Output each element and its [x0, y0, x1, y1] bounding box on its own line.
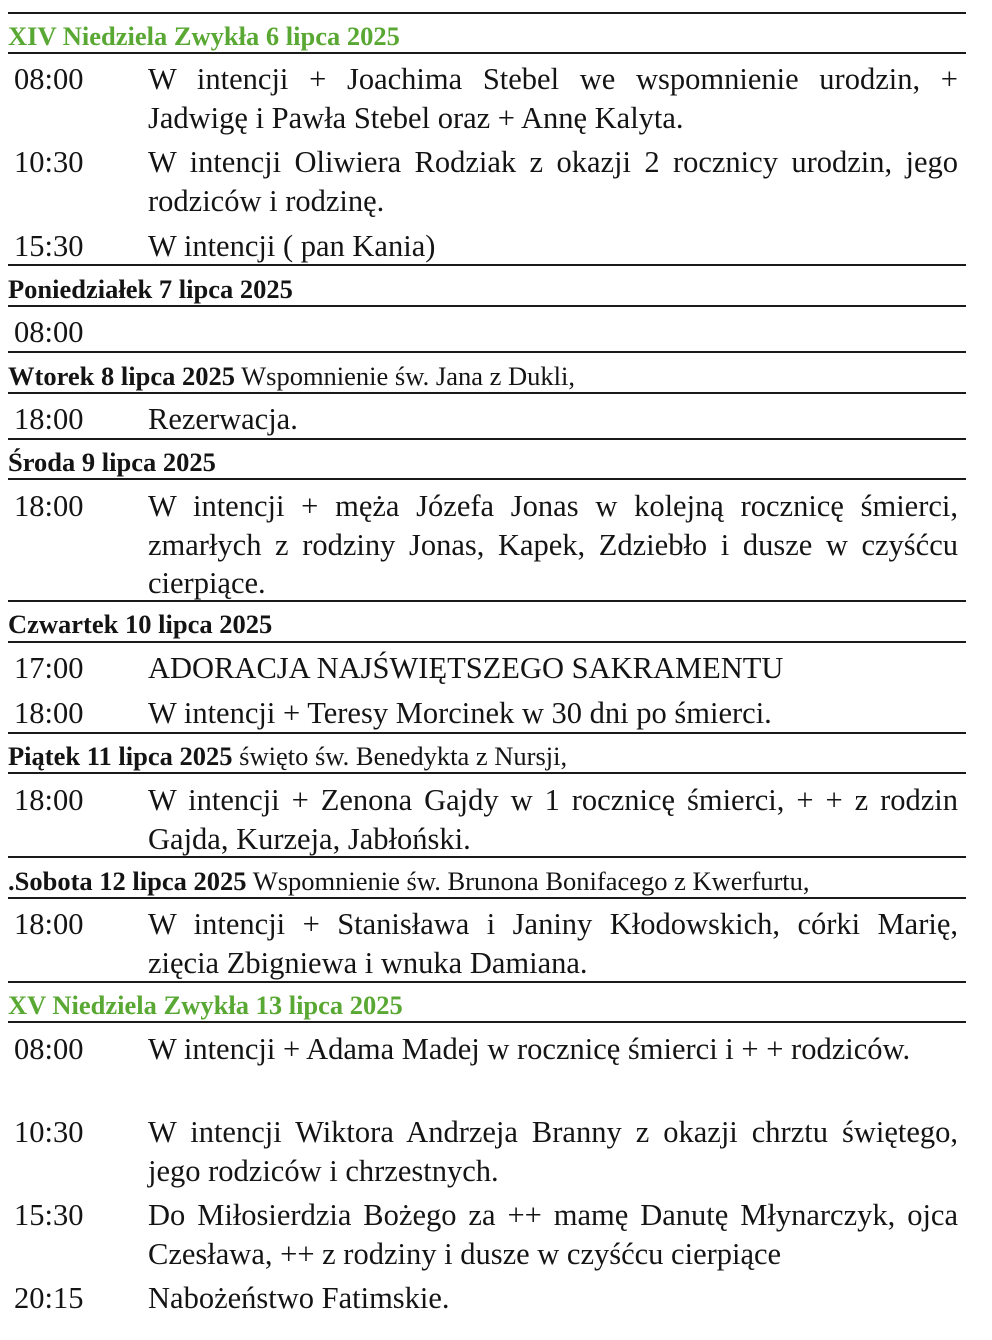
- divider: [8, 264, 966, 266]
- divider: [8, 392, 966, 394]
- mass-time: 15:30: [14, 1198, 84, 1232]
- divider: [8, 641, 966, 643]
- divider: [8, 856, 966, 858]
- divider: [8, 52, 966, 54]
- day-header-sunday-6: [8, 21, 966, 51]
- divider: [8, 305, 966, 307]
- mass-intention: W intencji ( pan Kania): [148, 229, 436, 263]
- day-feast-note: święto św. Benedykta z Nursji,: [239, 741, 568, 771]
- day-title: XV Niedziela Zwykła 13 lipca 2025: [8, 990, 403, 1020]
- day-feast-note: Wspomnienie św. Brunona Bonifacego z Kwerfurtu,: [252, 866, 810, 896]
- day-header-friday-11: [8, 741, 966, 771]
- day-title: Czwartek 10 lipca 2025: [8, 609, 273, 639]
- mass-time: 18:00: [14, 489, 84, 523]
- divider: [8, 732, 966, 734]
- mass-intention: W intencji + męża Józefa Jonas w kolejną rocznicę śmierci, zmarłych z rodziny Jonas, Kapek, Zdziebło i dusze w czyśćcu cierpiące.: [148, 489, 958, 600]
- mass-time: 17:00: [14, 651, 84, 685]
- day-feast-note: Wspomnienie św. Jana z Dukli,: [241, 361, 576, 391]
- mass-time: 18:00: [14, 402, 84, 436]
- mass-intention: W intencji Wiktora Andrzeja Branny z okazji chrztu świętego, jego rodziców i chrzestnych.: [148, 1115, 958, 1188]
- divider: [8, 772, 966, 774]
- divider: [8, 478, 966, 480]
- mass-intention: W intencji + Joachima Stebel we wspomnienie urodzin, + Jadwigę i Pawła Stebel oraz + Annę Kalyta.: [148, 62, 958, 135]
- day-title: Piątek 11 lipca 2025: [8, 741, 233, 771]
- day-title: .Sobota 12 lipca 2025: [8, 866, 247, 896]
- mass-time: 08:00: [14, 62, 84, 96]
- divider: [8, 438, 966, 440]
- divider: [8, 351, 966, 353]
- day-title: XIV Niedziela Zwykła 6 lipca 2025: [8, 21, 400, 51]
- mass-intention: Rezerwacja.: [148, 402, 298, 436]
- mass-intention: W intencji + Zenona Gajdy w 1 rocznicę śmierci, + + z rodzin Gajda, Kurzeja, Jabłoński.: [148, 783, 958, 856]
- divider: [8, 12, 966, 14]
- mass-time: 18:00: [14, 696, 84, 730]
- mass-intention: W intencji Oliwiera Rodziak z okazji 2 rocznicy urodzin, jego rodziców i rodzinę.: [148, 145, 958, 218]
- day-title: Poniedziałek 7 lipca 2025: [8, 274, 293, 304]
- day-header-saturday-12: [8, 866, 966, 896]
- mass-intention: W intencji + Teresy Morcinek w 30 dni po śmierci.: [148, 696, 772, 730]
- mass-time: 18:00: [14, 783, 84, 817]
- mass-time: 08:00: [14, 315, 84, 349]
- day-title: Wtorek 8 lipca 2025: [8, 361, 235, 391]
- mass-intention: W intencji + Stanisława i Janiny Kłodowskich, córki Marię, zięcia Zbigniewa i wnuka Damiana.: [148, 907, 958, 980]
- mass-intention: W intencji + Adama Madej w rocznicę śmierci i + + rodziców.: [148, 1032, 911, 1066]
- mass-time: 10:30: [14, 1115, 84, 1149]
- mass-intention: ADORACJA NAJŚWIĘTSZEGO SAKRAMENTU: [148, 651, 784, 685]
- mass-time: 20:15: [14, 1281, 84, 1315]
- divider: [8, 981, 966, 983]
- mass-intention: Nabożeństwo Fatimskie.: [148, 1281, 450, 1315]
- day-header-monday-7: [8, 274, 966, 304]
- divider: [8, 600, 966, 602]
- day-header-tuesday-8: [8, 361, 966, 391]
- day-header-sunday-13: [8, 990, 966, 1020]
- mass-time: 10:30: [14, 145, 84, 179]
- mass-time: 08:00: [14, 1032, 84, 1066]
- day-header-thursday-10: [8, 609, 966, 639]
- mass-intention: Do Miłosierdzia Bożego za ++ mamę Danutę Młynarczyk, ojca Czesława, ++ z rodziny i dusze w czyśćcu cierpiące: [148, 1198, 958, 1271]
- day-title: Środa 9 lipca 2025: [8, 447, 216, 477]
- day-header-wednesday-9: [8, 447, 966, 477]
- mass-time: 18:00: [14, 907, 84, 941]
- divider: [8, 897, 966, 899]
- divider: [8, 1021, 966, 1023]
- mass-time: 15:30: [14, 229, 84, 263]
